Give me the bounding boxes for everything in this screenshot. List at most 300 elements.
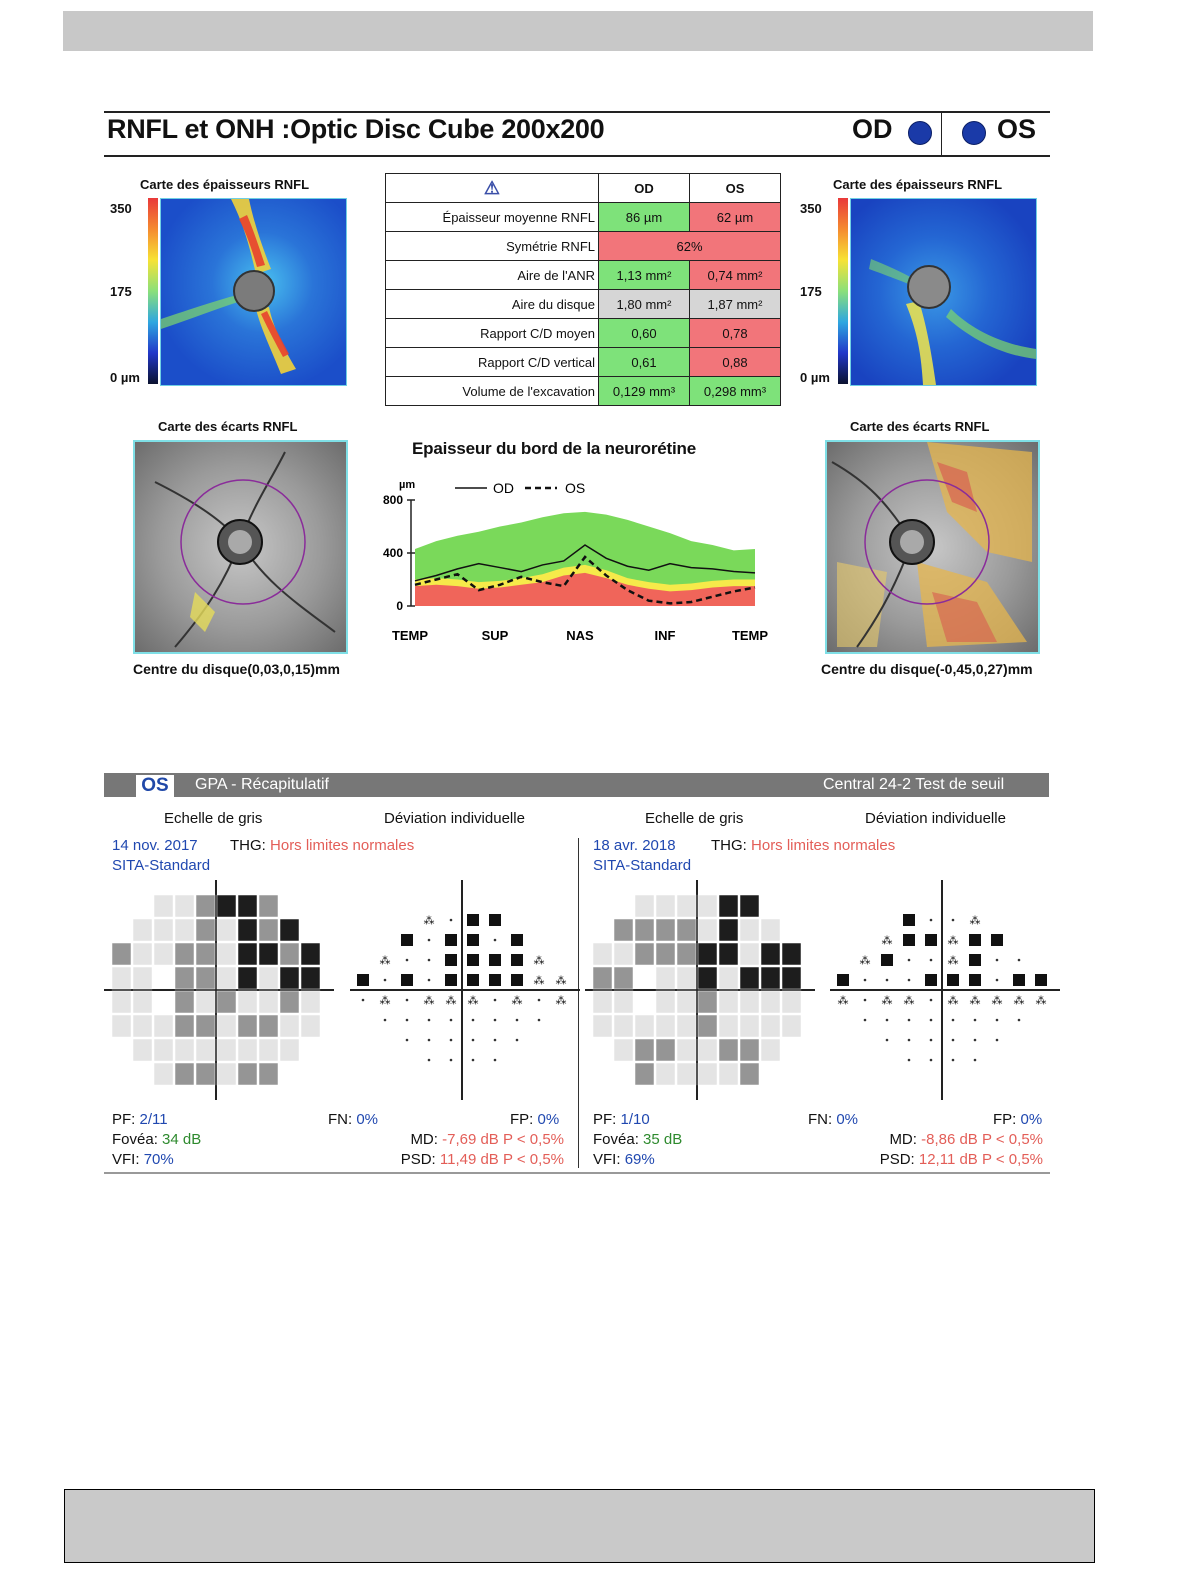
vf-gray-cell [719,943,738,965]
os-value: 0,88 [690,348,781,377]
vf-normal-dot [996,1019,999,1022]
right-thg: THG: Hors limites normales [711,837,896,854]
os-value: 0,298 mm³ [690,377,781,406]
vf-gray-cell [698,1039,717,1061]
os-value: 0,74 mm² [690,261,781,290]
vf-gray-cell [175,943,194,965]
vf-defect-square [467,954,479,966]
vf-gray-cell [593,967,612,989]
vf-gray-cell [740,895,759,917]
vf-normal-dot [908,1019,911,1022]
right-deviation-map [825,440,1040,654]
vf-gray-cell [280,919,299,941]
vf-gray-cell [112,991,131,1013]
vf-gray-cell [112,1015,131,1037]
table-row [386,290,781,319]
left-scale-mid: 175 [110,284,132,299]
vf-normal-dot [886,1019,889,1022]
vf-defect-square [511,974,523,986]
y-tick-label: 400 [382,546,403,560]
right-strategy: SITA-Standard [593,857,692,874]
vf-gray-cell [217,1039,236,1061]
eye-separator [941,111,942,155]
vf-gray-cell [301,967,320,989]
vf-normal-dot [864,999,867,1002]
gpa-header-marker [104,775,132,797]
row-label: Épaisseur moyenne RNFL [386,203,599,232]
vf-normal-dot [450,1039,453,1042]
vf-normal-dot [450,1019,453,1022]
vf-normal-dot [384,979,387,982]
vf-gray-cell [196,895,215,917]
left-fovea: Fovéa: 34 dB [112,1131,202,1148]
left-scale-top: 350 [110,201,132,216]
vf-gray-cell [133,967,152,989]
vf-defect-pattern: ⁂ [1013,994,1025,1007]
vf-gray-cell [698,895,717,917]
vf-gray-cell [259,919,278,941]
vf-normal-dot [952,1019,955,1022]
vf-gray-cell [614,967,633,989]
vf-normal-dot [952,919,955,922]
vf-gray-cell [656,1039,675,1061]
bottom-banner [64,1489,1095,1563]
vf-gray-cell [154,919,173,941]
vf-gray-cell [719,895,738,917]
vf-gray-cell [719,1015,738,1037]
vf-gray-cell [677,895,696,917]
vf-gray-cell [175,1063,194,1085]
vf-defect-square [445,974,457,986]
vf-gray-cell [719,967,738,989]
vf-gray-cell [656,967,675,989]
vf-defect-pattern: ⁂ [881,934,893,947]
right-scale-bottom: 0 µm [800,370,830,385]
y-tick-label: 0 [396,599,403,613]
vf-gray-cell [593,1015,612,1037]
vf-normal-dot [406,959,409,962]
vf-normal-dot [428,1019,431,1022]
vf-defect-pattern: ⁂ [511,994,523,1007]
vf-gray-cell [280,991,299,1013]
vf-gray-cell [238,919,257,941]
vf-defect-pattern: ⁂ [837,994,849,1007]
x-category-label: TEMP [731,628,769,643]
vf-gray-cell [259,895,278,917]
vf-gray-cell [614,943,633,965]
vf-gray-cell [217,967,236,989]
vf-gray-cell [133,943,152,965]
vf-normal-dot [1018,959,1021,962]
vf-gray-cell [238,895,257,917]
od-value: 0,60 [599,319,690,348]
gpa-bottom-rule [104,1172,1050,1174]
right-scale-top: 350 [800,201,822,216]
vf-gray-cell [677,1015,696,1037]
vf-gray-cell [761,1039,780,1061]
vf-defect-pattern: ⁂ [555,994,567,1007]
right-disc-center: Centre du disque(-0,45,0,27)mm [821,661,1033,677]
right-colorbar [838,198,848,384]
left-vfi: VFI: 70% [112,1151,174,1168]
vf-gray-cell [635,1039,654,1061]
left-test-date: 14 nov. 2017 [112,837,198,854]
vf-gray-cell [635,943,654,965]
vf-defect-pattern: ⁂ [445,994,457,1007]
table-header-row [386,174,781,203]
vf-gray-cell [698,991,717,1013]
left-thg: THG: Hors limites normales [230,837,415,854]
row-label: Aire du disque [386,290,599,319]
vf-gray-cell [698,943,717,965]
vf-gray-cell [238,967,257,989]
os-label: OS [997,114,1037,144]
vf-normal-dot [472,1039,475,1042]
vf-normal-dot [428,939,431,942]
vf-gray-cell [280,1039,299,1061]
vf-gray-cell [761,991,780,1013]
vf-normal-dot [930,999,933,1002]
vf-gray-cell [175,919,194,941]
vf-defect-square [903,914,915,926]
vf-normal-dot [494,1019,497,1022]
vf-gray-cell [761,943,780,965]
vf-defect-pattern: ⁂ [947,934,959,947]
vf-gray-cell [196,1015,215,1037]
left-grayscale-label: Echelle de gris [164,810,263,827]
right-deviation-plot [830,875,1055,1105]
vf-defect-pattern: ⁂ [423,914,435,927]
vf-normal-dot [516,1039,519,1042]
vf-gray-cell [238,1015,257,1037]
vf-defect-square [947,974,959,986]
vf-defect-pattern: ⁂ [947,954,959,967]
vf-gray-cell [238,991,257,1013]
vf-defect-square [1013,974,1025,986]
left-psd: PSD: 11,49 dB P < 0,5% [400,1151,564,1168]
gpa-title: GPA - Récapitulatif [195,776,329,793]
vf-gray-cell [217,943,236,965]
vf-normal-dot [908,1039,911,1042]
right-grayscale-label: Echelle de gris [645,810,744,827]
left-thickness-title: Carte des épaisseurs RNFL [140,177,310,192]
vf-defect-square [445,954,457,966]
vf-gray-cell [614,991,633,1013]
vf-defect-square [969,974,981,986]
vf-gray-cell [635,919,654,941]
vf-gray-cell [782,991,801,1013]
right-grayscale-plot [585,875,815,1105]
vf-normal-dot [930,1019,933,1022]
report-title: RNFL et ONH :Optic Disc Cube 200x200 [107,114,605,144]
vf-gray-cell [635,1063,654,1085]
vf-defect-square [357,974,369,986]
od-eye-dot-icon [908,121,932,145]
vf-defect-square [511,954,523,966]
vf-normal-dot [384,1019,387,1022]
vf-normal-dot [538,999,541,1002]
gpa-eye-label: OS [136,775,174,797]
vf-gray-cell [259,943,278,965]
vf-gray-cell [719,919,738,941]
od-label: OD [852,114,893,144]
gpa-divider [578,838,579,1168]
x-category-label: INF [654,628,676,643]
od-value: 0,129 mm³ [599,377,690,406]
vf-defect-pattern: ⁂ [903,994,915,1007]
vf-gray-cell [217,895,236,917]
vf-defect-square [1035,974,1047,986]
legend-od-label: OD [493,480,514,496]
right-scale-mid: 175 [800,284,822,299]
right-psd: PSD: 12,11 dB P < 0,5% [879,1151,1043,1168]
vf-gray-cell [698,967,717,989]
vf-defect-pattern: ⁂ [533,954,545,967]
x-category-label: NAS [566,628,594,643]
row-label: Rapport C/D moyen [386,319,599,348]
vf-defect-pattern: ⁂ [467,994,479,1007]
vf-gray-cell [133,1015,152,1037]
vf-gray-cell [719,1039,738,1061]
os-value: 62 µm [690,203,781,232]
vf-gray-cell [259,967,278,989]
vf-normal-dot [930,919,933,922]
left-deviation-plot [350,875,575,1105]
vf-normal-dot [996,1039,999,1042]
vf-gray-cell [259,1015,278,1037]
vf-gray-cell [280,1015,299,1037]
right-fp: FP: 0% [993,1111,1043,1128]
warning-icon: ⚠ [386,174,599,203]
left-fp: FP: 0% [510,1111,560,1128]
symmetry-value: 62% [599,232,781,261]
vf-gray-cell [238,943,257,965]
vf-gray-cell [740,943,759,965]
vf-defect-pattern: ⁂ [423,994,435,1007]
vf-normal-dot [428,959,431,962]
vf-gray-cell [593,991,612,1013]
right-md: MD: -8,86 dB P < 0,5% [889,1131,1043,1148]
chart-title: Epaisseur du bord de la neurorétine [412,439,696,458]
vf-normal-dot [952,1039,955,1042]
vf-gray-cell [175,991,194,1013]
vf-gray-cell [656,1063,675,1085]
vf-defect-pattern: ⁂ [881,994,893,1007]
vf-gray-cell [217,1015,236,1037]
vf-gray-cell [677,943,696,965]
vf-gray-cell [175,1015,194,1037]
left-deviation-title: Carte des écarts RNFL [158,419,298,434]
vf-normal-dot [406,999,409,1002]
vf-gray-cell [782,1015,801,1037]
vf-normal-dot [974,1039,977,1042]
vf-gray-cell [259,1039,278,1061]
vf-normal-dot [864,1019,867,1022]
vf-defect-square [903,934,915,946]
vf-gray-cell [635,1015,654,1037]
vf-gray-cell [740,1039,759,1061]
col-od-header: OD [599,174,690,203]
vf-normal-dot [494,939,497,942]
vf-gray-cell [112,967,131,989]
vf-gray-cell [761,1015,780,1037]
gpa-test-name: Central 24-2 Test de seuil [823,776,1005,793]
vf-defect-square [467,934,479,946]
vf-normal-dot [886,979,889,982]
vf-defect-square [401,974,413,986]
vf-gray-cell [614,1039,633,1061]
vf-defect-square [969,954,981,966]
vf-normal-dot [428,1059,431,1062]
vf-gray-cell [719,1063,738,1085]
vf-defect-square [837,974,849,986]
vf-gray-cell [656,1015,675,1037]
vf-gray-cell [280,943,299,965]
vf-normal-dot [930,1039,933,1042]
vf-gray-cell [740,1015,759,1037]
left-scale-bottom: 0 µm [110,370,140,385]
vf-gray-cell [656,943,675,965]
vf-gray-cell [175,967,194,989]
vf-gray-cell [154,943,173,965]
right-thickness-map [850,198,1037,386]
vf-gray-cell [614,1015,633,1037]
vf-defect-square [511,934,523,946]
vf-gray-cell [238,1039,257,1061]
vf-gray-cell [614,919,633,941]
vf-gray-cell [677,919,696,941]
row-label: Symétrie RNFL [386,232,599,261]
y-axis-label: µm [399,479,416,491]
right-vfi: VFI: 69% [593,1151,655,1168]
vf-normal-dot [494,999,497,1002]
vf-defect-square [881,954,893,966]
vf-gray-cell [217,919,236,941]
vf-gray-cell [761,919,780,941]
vf-defect-pattern: ⁂ [555,974,567,987]
vf-gray-cell [238,1063,257,1085]
od-value: 86 µm [599,203,690,232]
vf-normal-dot [516,1019,519,1022]
vf-gray-cell [217,991,236,1013]
vf-normal-dot [494,1059,497,1062]
vf-gray-cell [280,967,299,989]
vf-normal-dot [428,979,431,982]
vf-normal-dot [494,1039,497,1042]
left-colorbar [148,198,158,384]
vf-normal-dot [996,979,999,982]
row-label: Rapport C/D vertical [386,348,599,377]
vf-gray-cell [698,1063,717,1085]
vf-gray-cell [196,943,215,965]
vf-gray-cell [196,991,215,1013]
vf-gray-cell [656,919,675,941]
vf-normal-dot [974,1059,977,1062]
vf-gray-cell [196,967,215,989]
vf-defect-pattern: ⁂ [969,994,981,1007]
vf-gray-cell [196,1039,215,1061]
table-row [386,319,781,348]
vf-gray-cell [593,943,612,965]
x-category-label: SUP [481,628,509,643]
vf-gray-cell [677,991,696,1013]
results-table [385,173,781,406]
vf-gray-cell [740,991,759,1013]
vf-gray-cell [301,991,320,1013]
x-category-label: TEMP [391,628,429,643]
row-label: Aire de l'ANR [386,261,599,290]
left-pf: PF: 2/11 [112,1111,168,1128]
vf-normal-dot [886,1039,889,1042]
vf-gray-cell [740,967,759,989]
table-row [386,232,781,261]
vf-gray-cell [677,1039,696,1061]
table-row [386,261,781,290]
vf-normal-dot [450,919,453,922]
col-os-header: OS [690,174,781,203]
top-banner [63,11,1093,51]
legend-os-label: OS [565,480,586,496]
left-md: MD: -7,69 dB P < 0,5% [410,1131,564,1148]
vf-defect-pattern: ⁂ [859,954,871,967]
rim-thickness-chart [382,470,785,650]
vf-gray-cell [154,1039,173,1061]
vf-gray-cell [698,919,717,941]
vf-normal-dot [406,1019,409,1022]
vf-gray-cell [656,895,675,917]
vf-defect-square [925,934,937,946]
vf-gray-cell [740,919,759,941]
vf-defect-pattern: ⁂ [379,954,391,967]
vf-gray-cell [719,991,738,1013]
vf-gray-cell [259,1063,278,1085]
vf-gray-cell [196,919,215,941]
os-value: 1,87 mm² [690,290,781,319]
left-strategy: SITA-Standard [112,857,211,874]
table-row [386,377,781,406]
vf-gray-cell [154,895,173,917]
vf-defect-square [467,914,479,926]
vf-normal-dot [908,1059,911,1062]
vf-gray-cell [175,1039,194,1061]
right-fovea: Fovéa: 35 dB [593,1131,683,1148]
vf-normal-dot [428,1039,431,1042]
y-tick-label: 800 [382,493,403,507]
vf-normal-dot [864,979,867,982]
vf-gray-cell [133,1039,152,1061]
vf-normal-dot [930,1059,933,1062]
left-grayscale-plot [104,875,334,1105]
row-label: Volume de l'excavation [386,377,599,406]
vf-defect-square [489,954,501,966]
table-row [386,348,781,377]
left-fn: FN: 0% [328,1111,379,1128]
vf-normal-dot [908,979,911,982]
vf-defect-square [467,974,479,986]
vf-gray-cell [154,1063,173,1085]
vf-defect-pattern: ⁂ [991,994,1003,1007]
vf-defect-square [489,914,501,926]
vf-gray-cell [677,967,696,989]
vf-gray-cell [698,1015,717,1037]
vf-normal-dot [362,999,365,1002]
vf-normal-dot [974,1019,977,1022]
od-value: 0,61 [599,348,690,377]
vf-defect-pattern: ⁂ [379,994,391,1007]
left-disc-center: Centre du disque(0,03,0,15)mm [133,661,340,677]
vf-gray-cell [259,991,278,1013]
vf-normal-dot [1018,1019,1021,1022]
